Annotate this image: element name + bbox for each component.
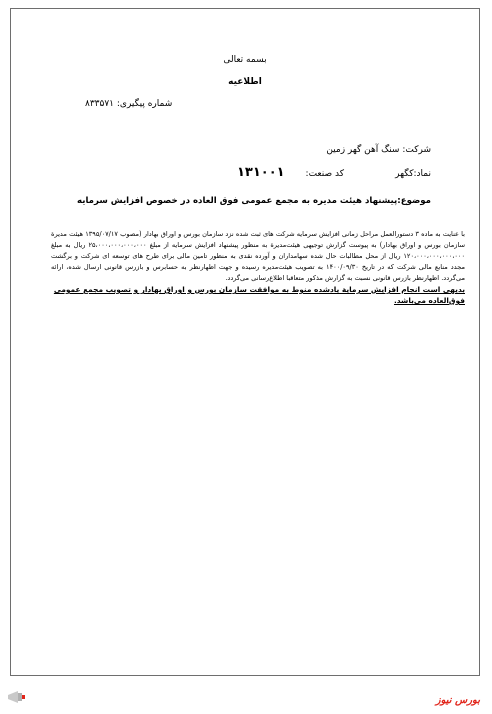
company-label: شرکت:: [402, 145, 431, 155]
symbol-value: کگهر: [395, 169, 414, 179]
bourse-news-logo: بورس نیوز: [435, 695, 480, 706]
industry-code-value: ۱۳۱۰۰۱: [237, 165, 285, 180]
conclusion-text: بدیهی است انجام افزایش سرمایة یادشده منوط به موافقت سازمان بورس و اوراق بهادار و تصویب مجمع عمومی فوق‌العاده می‌باشد.: [53, 285, 465, 305]
subject-line: [77, 196, 431, 206]
industry-code-label: کد صنعت:: [305, 169, 344, 179]
subject-text: پیشنهاد هیئت مدیره به مجمع عمومی فوق العاده در خصوص افزایش سرمایه: [77, 196, 398, 206]
company-name: سنگ آهن گهر زمین: [326, 145, 400, 155]
notice-document: [10, 8, 480, 676]
subject-label: موضوع:: [397, 196, 431, 206]
body-paragraph-text: با عنایت به ماده ۳ دستورالعمل مراحل زمانی افزایش سرمایه شرکت های ثبت شده نزد سازمان بورس و اوراق بهادار (مصوب ۱۳۹۵/۰۷/۱۷ هیئت مدیرة سازمان بورس و اوراق بهادار) به پیوست گزارش توجیهی هیئت‌مدیرة به منظور پیشنهاد افزایش سرمایه از مبلغ ۲۵،۰۰۰،۰۰۰،۰۰۰،۰۰۰ ریال به مبلغ ۱۲۰،۰۰۰،۰۰۰،۰۰۰،۰۰۰ ریال از محل مطالبات حال شده سهامداران و آورده نقدی به منظور تامین مالی برای طرح های توسعه ای شرکت و برگشت مجدد منابع مالی شرکت که در تاریخ ۱۴۰۰/۰۹/۳۰ به تصویب هیئت‌مدیره رسیده و جهت اظهارنظر به حسابرس و بازرس قانونی ارسال شده، ارائه می‌گردد. اظهارنظر بازرس قانونی نسبت به گزارش مذکور متعاقبا اطلاع‌رسانی می‌گردد.: [51, 230, 466, 283]
company-line: [326, 145, 431, 155]
notice-title: اطلاعیه: [228, 77, 262, 87]
symbol-line: [395, 169, 431, 179]
symbol-label: نماد:: [413, 169, 431, 179]
basmala: بسمه تعالی: [223, 55, 267, 65]
tracking-number: ۸۳۳۵۷۱: [85, 99, 115, 109]
bullhorn-icon: [6, 690, 28, 704]
body-paragraph: [51, 229, 465, 284]
tracking-number-line: [85, 99, 172, 109]
tracking-label: شماره پیگیری:: [116, 99, 173, 109]
